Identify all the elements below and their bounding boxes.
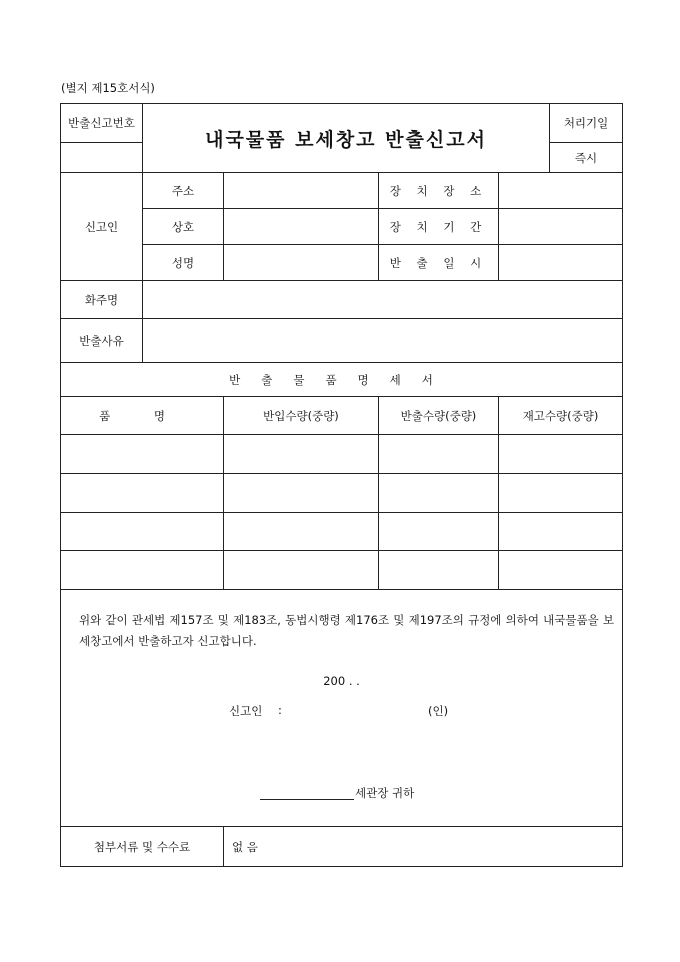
reporter-name-label: 성명 xyxy=(143,245,224,281)
report-number-value[interactable] xyxy=(61,143,143,173)
signer-colon: : xyxy=(278,703,282,717)
release-datetime-value[interactable] xyxy=(499,245,623,281)
processing-period-label: 처리기일 xyxy=(550,104,623,143)
reason-value[interactable] xyxy=(143,319,623,363)
reporter-address-label: 주소 xyxy=(143,173,224,209)
reporter-name-value[interactable] xyxy=(224,245,379,281)
statement-text: 위와 같이 관세법 제157조 및 제183조, 동법시행령 제176조 및 제197조의 규정에 의하여 내국물품을 보세창고에서 반출하고자 신고합니다. xyxy=(79,613,615,648)
imported-quantity-cell[interactable] xyxy=(224,551,379,590)
attachments-label: 첨부서류 및 수수료 xyxy=(61,827,224,867)
storage-place-value[interactable] xyxy=(499,173,623,209)
item-name-cell[interactable] xyxy=(61,474,224,513)
signature-line xyxy=(61,703,622,723)
report-number-label: 반출신고번호 xyxy=(61,104,143,143)
storage-period-label: 장 치 기 간 xyxy=(379,209,499,245)
seal-mark: (인) xyxy=(428,704,449,718)
imported-quantity-header: 반입수량(중량) xyxy=(224,397,379,435)
stock-quantity-cell[interactable] xyxy=(499,435,623,474)
stock-quantity-cell[interactable] xyxy=(499,551,623,590)
owner-label: 화주명 xyxy=(61,281,143,319)
stock-quantity-cell[interactable] xyxy=(499,513,623,551)
item-name-cell[interactable] xyxy=(61,551,224,590)
addressee-line xyxy=(61,785,622,805)
reporter-trade-name-label: 상호 xyxy=(143,209,224,245)
imported-quantity-cell[interactable] xyxy=(224,435,379,474)
reporter-address-value[interactable] xyxy=(224,173,379,209)
stock-quantity-cell[interactable] xyxy=(499,474,623,513)
release-datetime-label: 반 출 일 시 xyxy=(379,245,499,281)
item-row xyxy=(61,474,623,513)
released-quantity-cell[interactable] xyxy=(379,513,499,551)
signer-label: 신고인 xyxy=(229,704,263,718)
form-number: (별지 제15호서식) xyxy=(61,81,155,95)
release-report-form xyxy=(60,103,623,867)
released-quantity-cell[interactable] xyxy=(379,435,499,474)
owner-value[interactable] xyxy=(143,281,623,319)
item-row xyxy=(61,435,623,474)
imported-quantity-cell[interactable] xyxy=(224,513,379,551)
items-section-title: 반출물품명세서 xyxy=(61,363,623,397)
reason-label: 반출사유 xyxy=(61,319,143,363)
item-row xyxy=(61,551,623,590)
reporter-group-label: 신고인 xyxy=(61,173,143,281)
report-date[interactable]: 200 . . xyxy=(323,674,360,688)
attachments-value: 없 음 xyxy=(224,827,623,867)
reporter-trade-name-value[interactable] xyxy=(224,209,379,245)
document-title: 내국물품 보세창고 반출신고서 xyxy=(143,104,550,173)
processing-period-value: 즉시 xyxy=(550,143,623,173)
item-row xyxy=(61,513,623,551)
addressee-text: 세관장 귀하 xyxy=(355,786,415,800)
customs-office-blank[interactable] xyxy=(260,799,354,800)
item-name-header: 품 명 xyxy=(61,397,224,435)
statement-section xyxy=(61,590,623,827)
storage-place-label: 장 치 장 소 xyxy=(379,173,499,209)
item-name-cell[interactable] xyxy=(61,435,224,474)
item-name-cell[interactable] xyxy=(61,513,224,551)
released-quantity-header: 반출수량(중량) xyxy=(379,397,499,435)
stock-quantity-header: 재고수량(중량) xyxy=(499,397,623,435)
released-quantity-cell[interactable] xyxy=(379,474,499,513)
imported-quantity-cell[interactable] xyxy=(224,474,379,513)
released-quantity-cell[interactable] xyxy=(379,551,499,590)
storage-period-value[interactable] xyxy=(499,209,623,245)
